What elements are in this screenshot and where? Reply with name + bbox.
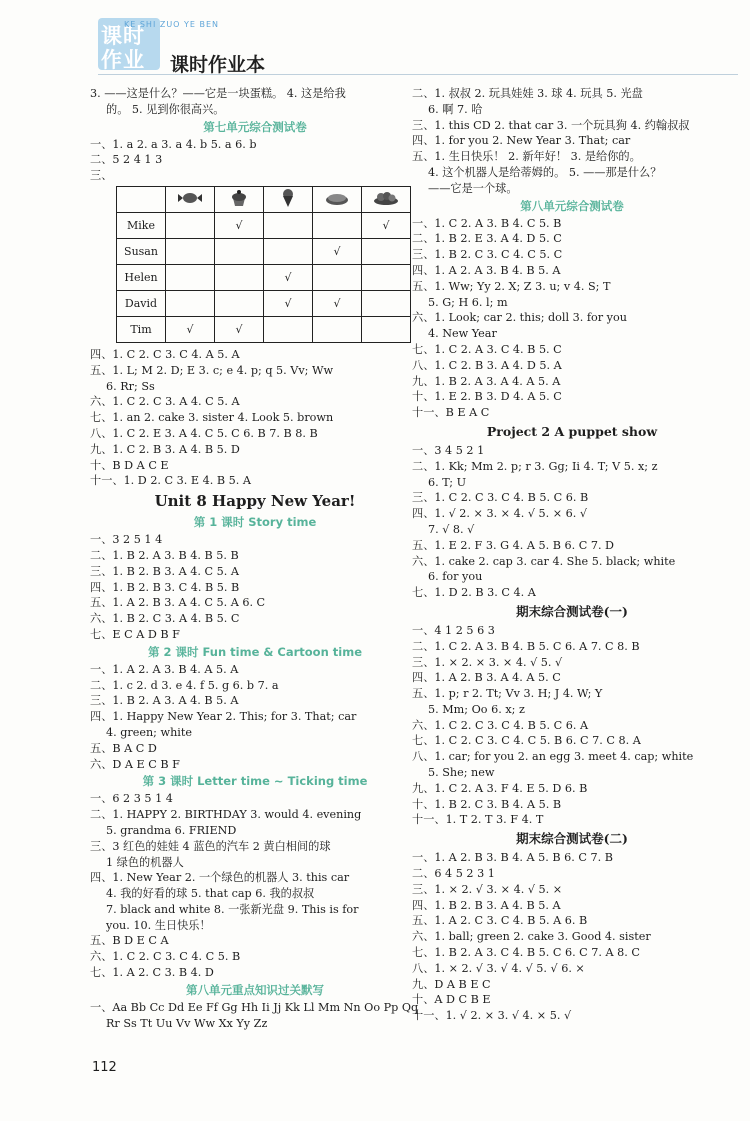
answer-line: 五、B D E C A: [90, 934, 169, 948]
grid-cell: [166, 238, 215, 264]
answer-line: you. 10. 生日快乐！: [106, 918, 211, 932]
answer-line: 7. √ 8. √: [428, 522, 475, 536]
answer-line: 五、B A C D: [90, 741, 157, 755]
final2-lines: [412, 850, 732, 1024]
grid-cell: [215, 264, 264, 290]
answer-line: 九、1. B 2. A 3. A 4. A 5. A: [412, 374, 561, 388]
answer-line: 3. ——这是什么？——它是一块蛋糕。 4. 这是给我: [90, 87, 346, 100]
answer-line: 三、: [90, 169, 113, 183]
answer-line: 一、Aa Bb Cc Dd Ee Ff Gg Hh Ii Jj Kk Ll Mm Nn Oo Pp Qq: [90, 1000, 419, 1014]
table-row: [117, 316, 411, 342]
answer-line: 十一、1. T 2. T 3. F 4. T: [412, 813, 544, 827]
final-test-title: 期末综合测试卷(二): [516, 831, 628, 847]
answer-line: 三、1. × 2. × 3. × 4. √ 5. √: [412, 655, 563, 669]
answer-line: 六、1. B 2. C 3. A 4. B 5. C: [90, 612, 240, 626]
answer-line: 二、1. c 2. d 3. e 4. f 5. g 6. b 7. a: [90, 678, 279, 692]
answer-line: 七、1. C 2. A 3. C 4. B 5. C: [412, 342, 562, 356]
lesson2-lines: [90, 662, 420, 773]
answer-line: 四、1. New Year 2. 一个绿色的机器人 3. this car: [90, 871, 350, 885]
answer-line: 五、1. A 2. C 3. C 4. B 5. A 6. B: [412, 914, 588, 928]
answer-line: 十、1. E 2. B 3. D 4. A 5. C: [412, 390, 562, 404]
answer-line: 四、1. B 2. B 3. C 4. B 5. B: [90, 580, 240, 594]
row-name: Susan: [117, 238, 166, 264]
lesson3-lines: [90, 791, 420, 981]
answer-line: 七、1. C 2. C 3. C 4. C 5. B 6. C 7. C 8. A: [412, 734, 641, 748]
answer-line: 1 绿色的机器人: [106, 855, 184, 869]
answer-line: 三、1. C 2. C 3. C 4. B 5. C 6. B: [412, 491, 589, 505]
answer-line: 二、5 2 4 1 3: [90, 153, 163, 167]
answer-line: 4. 我的好看的球 5. that cap 6. 我的叔叔: [106, 887, 315, 901]
answer-line: 五、1. p; r 2. Tt; Vv 3. H; J 4. W; Y: [412, 687, 603, 701]
answer-line: 4. New Year: [428, 327, 497, 341]
unit-title: Unit 8 Happy New Year!: [154, 492, 356, 511]
answer-line: 一、1. a 2. a 3. a 4. b 5. a 6. b: [90, 137, 257, 151]
grid-cell: [313, 316, 362, 342]
answer-line: 四、1. B 2. B 3. A 4. B 5. A: [412, 898, 561, 912]
answer-line: 六、D A E C B F: [90, 757, 180, 771]
answer-line: 一、3 4 5 2 1: [412, 443, 485, 457]
answer-line: 5. Mm; Oo 6. x; z: [428, 702, 525, 716]
page-number: 112: [92, 1060, 117, 1075]
grid-cell: [264, 316, 313, 342]
answer-line: 的。 5. 见到你很高兴。: [106, 102, 225, 116]
answer-line: 六、1. Look; car 2. this; doll 3. for you: [412, 311, 627, 325]
answer-line: 四、1. A 2. A 3. B 4. B 5. A: [412, 263, 561, 277]
header-divider: [98, 74, 738, 75]
answer-line: 八、1. C 2. E 3. A 4. C 5. C 6. B 7. B 8. B: [90, 426, 318, 440]
answer-line: 四、1. √ 2. × 3. × 4. √ 5. × 6. √: [412, 507, 588, 521]
answer-line: 七、1. an 2. cake 3. sister 4. Look 5. brown: [90, 411, 334, 425]
table-row: [117, 238, 411, 264]
answer-line: 二、1. 叔叔 2. 玩具娃娃 3. 球 4. 玩具 5. 光盘: [412, 87, 643, 100]
answer-line: 七、1. A 2. C 3. B 4. D: [90, 966, 214, 980]
answer-line: 五、1. L; M 2. D; E 3. c; e 4. p; q 5. Vv; Ww: [90, 363, 334, 377]
answer-line: 5. grandma 6. FRIEND: [106, 823, 237, 837]
grid-cell: [362, 238, 411, 264]
answer-line: 九、D A B E C: [412, 977, 491, 991]
section-title: 第 1 课时 Story time: [193, 515, 317, 530]
lesson1-lines: [90, 532, 420, 643]
answer-line: 七、1. D 2. B 3. C 4. A: [412, 586, 536, 600]
grid-cell: √: [313, 238, 362, 264]
answer-line: 一、1. A 2. A 3. B 4. A 5. A: [90, 662, 239, 676]
answer-line: 六、1. C 2. C 3. C 4. B 5. C 6. A: [412, 718, 589, 732]
answer-line: 八、1. × 2. √ 3. √ 4. √ 5. √ 6. ×: [412, 961, 585, 975]
right-column: [412, 86, 732, 1024]
table-row: [117, 290, 411, 316]
grid-cell: √: [264, 290, 313, 316]
icecream-icon: [264, 186, 313, 212]
candy-icon: [166, 186, 215, 212]
answer-line: 7. black and white 8. 一张新光盘 9. This is for: [106, 902, 359, 916]
answer-line: 十一、B E A C: [412, 406, 490, 420]
answer-line: 二、1. C 2. A 3. B 4. B 5. C 6. A 7. C 8. B: [412, 639, 640, 653]
project2-lines: [412, 443, 732, 601]
answer-line: 九、1. C 2. B 3. A 4. B 5. D: [90, 442, 240, 456]
answer-line: 4. green; white: [106, 725, 192, 739]
answer-line: 四、1. for you 2. New Year 3. That; car: [412, 134, 631, 148]
answer-line: 一、6 2 3 5 1 4: [90, 792, 173, 806]
page-header: [38, 8, 738, 80]
grid-cell: [264, 212, 313, 238]
grid-cell: √: [166, 316, 215, 342]
cupcake-icon: [215, 186, 264, 212]
grid-cell: √: [313, 290, 362, 316]
unit8-kp-lines: [90, 1000, 420, 1032]
answer-line: 三、3 红色的娃娃 4 蓝色的汽车 2 黄白相间的球: [90, 839, 331, 853]
grid-cell: [215, 238, 264, 264]
row-name: David: [117, 290, 166, 316]
answer-line: 4. 这个机器人是给蒂姆的。 5. ——那是什么？: [428, 165, 662, 179]
grid-cell: [313, 264, 362, 290]
answer-line: 6. T; U: [428, 475, 467, 489]
unit7-test-lines-a: [90, 137, 420, 184]
grid-cell: [362, 316, 411, 342]
answer-line: 6. Rr; Ss: [106, 379, 155, 393]
answer-line: 六、1. cake 2. cap 3. car 4. She 5. black; white: [412, 554, 676, 568]
intro-lines: [90, 86, 420, 118]
answer-line: 十、B D A C E: [90, 458, 169, 472]
answer-line: 四、1. A 2. B 3. A 4. A 5. C: [412, 671, 561, 685]
answer-line: ——它是一个球。: [428, 181, 518, 195]
answer-line: 四、1. Happy New Year 2. This; for 3. That; car: [90, 710, 357, 724]
grid-cell: [166, 290, 215, 316]
grid-cell: [362, 264, 411, 290]
answer-line: 九、1. C 2. A 3. F 4. E 5. D 6. B: [412, 781, 588, 795]
answer-line: 二、6 4 5 2 3 1: [412, 867, 495, 881]
unit7-test-lines-b: [90, 347, 420, 489]
answer-line: 一、3 2 5 1 4: [90, 533, 163, 547]
grid-cell: [313, 212, 362, 238]
answer-line: Rr Ss Tt Uu Vv Ww Xx Yy Zz: [106, 1016, 268, 1030]
left-column: [90, 86, 420, 1031]
answer-line: 六、1. C 2. C 3. C 4. C 5. B: [90, 950, 241, 964]
final1-lines: [412, 623, 732, 828]
section-title: 第八单元综合测试卷: [520, 198, 624, 213]
grid-cell: [264, 238, 313, 264]
answer-line: 5. She; new: [428, 766, 495, 780]
grid-cell: √: [362, 212, 411, 238]
answer-line: 二、1. B 2. E 3. A 4. D 5. C: [412, 232, 562, 246]
section-title: 第 2 课时 Fun time & Cartoon time: [147, 644, 362, 659]
answer-line: 七、E C A D B F: [90, 627, 180, 641]
final-test-title: 期末综合测试卷(一): [516, 603, 628, 619]
section-title: 第七单元综合测试卷: [203, 119, 307, 134]
answer-line: 七、1. B 2. A 3. C 4. B 5. C 6. C 7. A 8. C: [412, 946, 640, 960]
section-title: 第八单元重点知识过关默写: [186, 982, 324, 997]
grid-header-row: [117, 186, 411, 212]
answer-line: 八、1. C 2. B 3. A 4. D 5. A: [412, 358, 562, 372]
cookies-icon: [362, 186, 411, 212]
grid-cell: √: [215, 316, 264, 342]
answer-line: 八、1. car; for you 2. an egg 3. meet 4. cap; white: [412, 750, 694, 764]
answer-line: 6. 啊 7. 哈: [428, 102, 483, 116]
book-logo: 课时 作业: [98, 18, 160, 70]
answer-line: 一、1. A 2. B 3. B 4. A 5. B 6. C 7. B: [412, 851, 613, 865]
grid-cell: [166, 264, 215, 290]
answer-line: 六、1. C 2. C 3. A 4. C 5. A: [90, 395, 240, 409]
answer-line: 三、1. B 2. C 3. C 4. C 5. C: [412, 248, 563, 262]
grid-cell: √: [264, 264, 313, 290]
answer-line: 六、1. ball; green 2. cake 3. Good 4. sister: [412, 930, 651, 944]
right-top-lines: [412, 86, 732, 197]
answer-line: 十、A D C B E: [412, 993, 491, 1007]
table-row: [117, 264, 411, 290]
project-title: Project 2 A puppet show: [486, 423, 658, 439]
grid-cell: √: [215, 212, 264, 238]
answer-line: 十、1. B 2. C 3. B 4. A 5. B: [412, 797, 562, 811]
answer-line: 一、4 1 2 5 6 3: [412, 623, 495, 637]
grid-corner-cell: [117, 186, 166, 212]
row-name: Tim: [117, 316, 166, 342]
answer-line: 一、1. C 2. A 3. B 4. C 5. B: [412, 216, 562, 230]
answer-line: 五、1. 生日快乐！ 2. 新年好！ 3. 是给你的。: [412, 150, 641, 164]
answer-line: 6. for you: [428, 570, 483, 584]
unit8-test-lines: [412, 216, 732, 421]
answer-line: 四、1. C 2. C 3. C 4. A 5. A: [90, 347, 240, 361]
answer-line: 三、1. × 2. √ 3. × 4. √ 5. ×: [412, 882, 563, 896]
answer-line: 三、1. B 2. A 3. A 4. B 5. A: [90, 694, 239, 708]
answer-line: 二、1. HAPPY 2. BIRTHDAY 3. would 4. evening: [90, 808, 362, 822]
pie-icon: [313, 186, 362, 212]
book-title: 课时作业本: [170, 54, 266, 76]
answer-line: 三、1. this CD 2. that car 3. 一个玩具狗 4. 约翰叔叔: [412, 118, 690, 132]
grid-cell: [362, 290, 411, 316]
answer-grid: [116, 186, 411, 343]
answer-line: 五、1. Ww; Yy 2. X; Z 3. u; v 4. S; T: [412, 279, 611, 293]
answer-line: 5. G; H 6. l; m: [428, 295, 508, 309]
answer-line: 二、1. Kk; Mm 2. p; r 3. Gg; Ii 4. T; V 5. x; z: [412, 459, 658, 473]
grid-cell: [166, 212, 215, 238]
answer-line: 二、1. B 2. A 3. B 4. B 5. B: [90, 548, 239, 562]
grid-cell: [215, 290, 264, 316]
answer-line: 十一、1. √ 2. × 3. √ 4. × 5. √: [412, 1009, 572, 1023]
row-name: Helen: [117, 264, 166, 290]
table-row: [117, 212, 411, 238]
section-title: 第 3 课时 Letter time ~ Ticking time: [142, 774, 368, 789]
row-name: Mike: [117, 212, 166, 238]
answer-line: 三、1. B 2. B 3. A 4. C 5. A: [90, 564, 239, 578]
logo-pinyin: KE SHI ZUO YE BEN: [124, 20, 220, 29]
answer-line: 十一、1. D 2. C 3. E 4. B 5. A: [90, 474, 251, 488]
answer-line: 五、1. A 2. B 3. A 4. C 5. A 6. C: [90, 596, 266, 610]
answer-line: 五、1. E 2. F 3. G 4. A 5. B 6. C 7. D: [412, 538, 615, 552]
